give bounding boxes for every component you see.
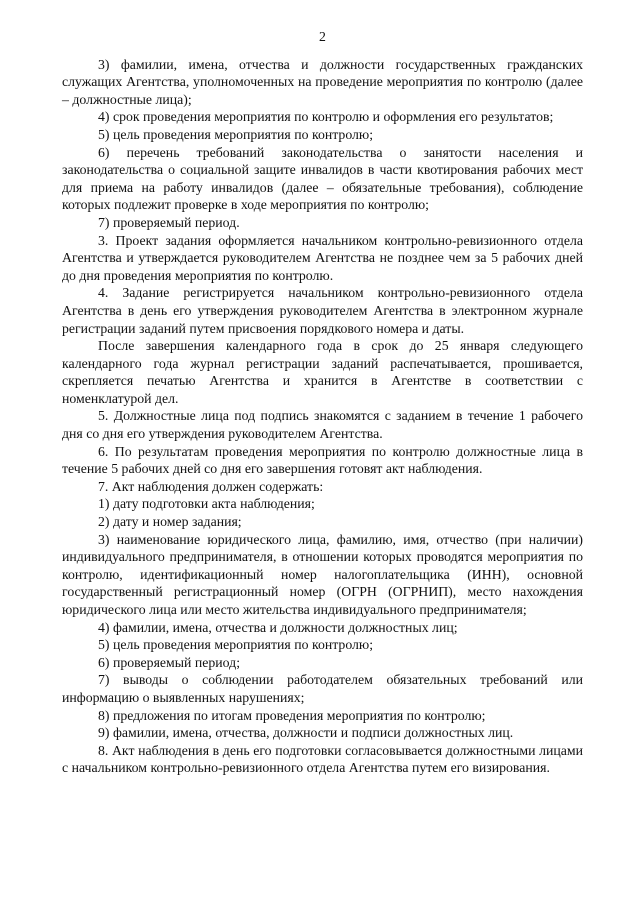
paragraph-list-item-3-officials: 3) фамилии, имена, отчества и должности государственных гражданских служащих Агентства, уполномоченных на проведение мероприятия по контролю (далее – должностные лица); <box>62 56 583 107</box>
paragraph-section-5: 5. Должностные лица под подпись знакомятся с заданием в течение 1 рабочего дня со дня его утверждения руководителем Агентства. <box>62 408 583 442</box>
paragraph-act-item-6: 6) проверяемый период; <box>98 654 241 670</box>
paragraph-act-item-1: 1) дату подготовки акта наблюдения; <box>98 496 315 512</box>
paragraph-list-item-7-period: 7) проверяемый период. <box>98 214 240 230</box>
paragraph-act-item-7: 7) выводы о соблюдении работодателем обязательных требований или информацию о выявленных нарушениях; <box>62 672 583 705</box>
paragraph-section-8: 8. Акт наблюдения в день его подготовки согласовывается должностными лицами с начальником контрольно-ревизионного отдела Агентства путем его визирования. <box>62 742 583 776</box>
paragraph-list-item-6-requirements: 6) перечень требований законодательства о занятости населения и законодательства о социальной защите инвалидов в части квотирования рабочих мест для приема на работу инвалидов (далее – обязательные требования), соблюдение которых подлежит проверке в ходе мероприятия по контролю; <box>62 144 583 213</box>
paragraph-act-item-2: 2) дату и номер задания; <box>98 514 242 530</box>
paragraph-list-item-4-term: 4) срок проведения мероприятия по контролю и оформления его результатов; <box>98 109 554 125</box>
document-page <box>62 28 583 777</box>
paragraph-section-4-journal: После завершения календарного года в срок до 25 января следующего календарного года журнал регистрации заданий распечатывается, прошивается, скрепляется печатью Агентства и хранится в Агентстве в соответствии с номенклатурой дел. <box>62 338 583 406</box>
paragraph-act-item-4: 4) фамилии, имена, отчества и должности должностных лиц; <box>98 619 458 635</box>
paragraph-section-7: 7. Акт наблюдения должен содержать: <box>98 478 324 494</box>
paragraph-act-item-3: 3) наименование юридического лица, фамилию, имя, отчество (при наличии) индивидуального предпринимателя, в отношении которых проводятся мероприятия по контролю, идентификационный номер налогоплательщика (ИНН), основной государственный регистрационный номер (ОГРН (ОГРНИП), место нахождения юридического лица или место жительства индивидуального предпринимателя; <box>62 531 583 617</box>
page-number: 2 <box>319 29 326 44</box>
paragraph-section-6: 6. По результатам проведения мероприятия по контролю должностные лица в течение 5 рабочих дней со дня его завершения готовят акт наблюдения. <box>62 443 583 477</box>
paragraph-list-item-5-purpose: 5) цель проведения мероприятия по контролю; <box>98 126 374 142</box>
paragraph-act-item-8: 8) предложения по итогам проведения мероприятия по контролю; <box>98 707 486 723</box>
paragraph-act-item-9: 9) фамилии, имена, отчества, должности и подписи должностных лиц. <box>98 725 514 741</box>
paragraph-section-4: 4. Задание регистрируется начальником контрольно-ревизионного отдела Агентства в день его утверждения руководителем Агентства в электронном журнале регистрации заданий путем присвоения порядкового номера и даты. <box>62 285 583 336</box>
paragraph-section-3: 3. Проект задания оформляется начальником контрольно-ревизионного отдела Агентства и утверждается руководителем Агентства не позднее чем за 5 рабочих дней до дня проведения мероприятия по контролю. <box>62 232 583 283</box>
paragraph-act-item-5: 5) цель проведения мероприятия по контролю; <box>98 637 374 653</box>
